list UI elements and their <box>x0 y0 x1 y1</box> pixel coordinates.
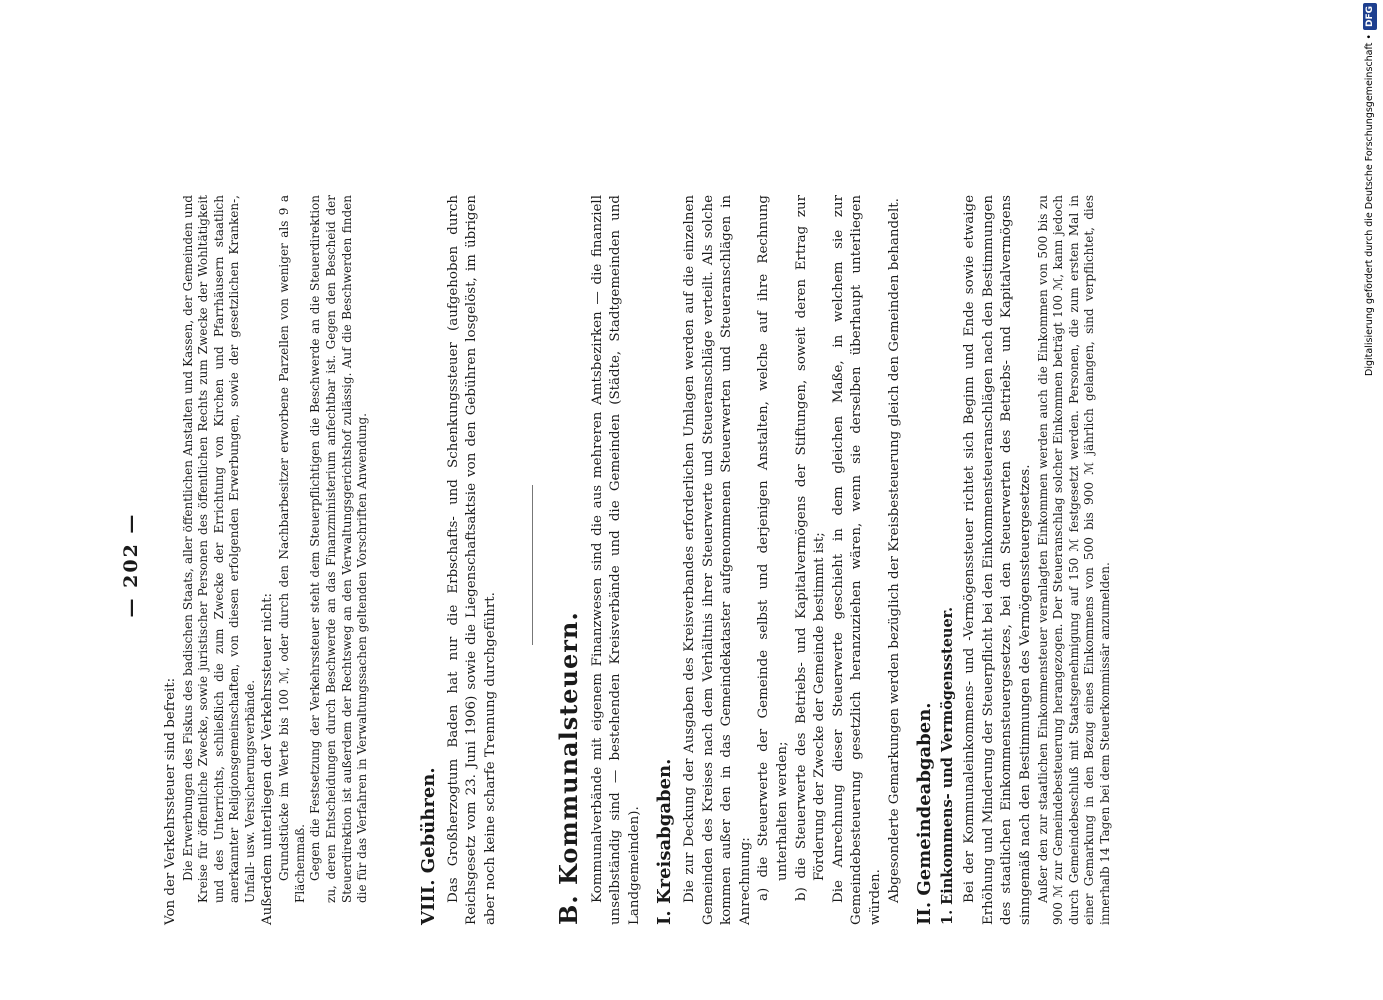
kommunalsteuern-section <box>554 195 1114 925</box>
dfg-logo: DFG <box>1363 3 1377 30</box>
verkehr-befreit-block <box>181 195 259 925</box>
gebuehren-text: Das Großherzogtum Baden hat nur die Erbschafts- und Schenkungssteuer (aufgehoben durch Reichsgesetz vom 23. Juni 1906) sowie die Liegenschaftsaktsie von den Gebühren losgelöst, im übrigen aber noch keine scharfe Trennung durchgeführt. <box>445 195 498 925</box>
divider <box>532 485 533 645</box>
scanned-page <box>120 165 1250 965</box>
gemeindeabgaben-heading: II. Gemeindeabgaben. <box>914 702 936 925</box>
kreis-item-b: b) die Steuerwerte des Betriebs- und Kapitalvermögens der Stiftungen, soweit deren Ertrag zur Förderung der Zwecke der Gemeinde bestimmt ist; <box>793 195 828 901</box>
gebuehren-section <box>420 195 500 925</box>
verkehr-intro: Von der Verkehrssteuer sind befreit: <box>163 677 178 925</box>
verkehr-details-block <box>277 195 371 925</box>
gemeinde-ausser-block <box>1036 195 1114 925</box>
kreis-anrechnung: Die Anrechnung dieser Steuerwerte geschieht in dem gleichen Maße, in welchem sie zur Gemeindebesteuerung gesetzlich heranzuziehen wären, wenn sie derselben überhaupt unterliegen würden. <box>830 195 883 925</box>
page-number: — 202 — <box>120 512 142 618</box>
kommunal-heading: B. Kommunalsteuern. <box>554 611 583 925</box>
verkehrssteuer-section <box>162 195 371 925</box>
verkehr-befreit-text: Die Erwerbungen des Fiskus des badischen Staats, aller öffentlichen Anstalten und Kassen, der Gemeinden und Kreise für öffentliche Zwecke, sowie juristischer Personen des öffentlichen Rechts zum Zwecke der Wohltätigkeit und des Unterrichts, schließlich die zum Zwecke der Errichtung von Kirchen und Pfarrhäusern staatlich anerkannter Religionsgemeinschaften, von diesen erfolgenden Erwerbungen, sowie der gesetzlichen Kranken-, Unfall- usw. Versicherungsverbände. <box>180 195 257 903</box>
kreisabgaben-heading: I. Kreisabgaben. <box>654 758 676 925</box>
verkehr-festsetzung: Gegen die Festsetzung der Verkehrssteuer steht dem Steuerpflichtigen die Beschwerde an die Steuerdirektion zu, deren Entscheidungen durch Beschwerde an das Finanzministerium anfechtbar ist. Gegen den Bescheid der Steuerdirektion ist außerdem der Rechtsweg an den Verwaltungsgerichtshof zulässig. Auf die Beschwerden finden die für das Verfahren in Verwaltungssachen geltenden Vorschriften Anwendung. <box>308 195 370 903</box>
einkommen-subheading: 1. Einkommens- und Vermögenssteuer. <box>938 606 956 925</box>
dfg-footer <box>1362 3 1378 993</box>
kreis-abgesondert: Abgesonderte Gemarkungen werden bezüglich der Kreisbesteuerung gleich den Gemeinden behandelt. <box>886 198 902 903</box>
footer-text: Digitalisierung gefördert durch die Deutsche Forschungsgemeinschaft • <box>1364 34 1375 376</box>
gemeinde-text: Bei der Kommunaleinkommens- und -Vermögenssteuer richtet sich Beginn und Ende sowie etwaige Erhöhung und Minderung der Steuerpflicht bei den Einkommensteueranschlägen nach den Bestimmungen des staatlichen Einkommensteuergesetzes, bei den Steuerwerten des Betriebs- und Kapitalvermögens sinngemäß nach den Bestimmungen des Vermögenssteuergesetzes. <box>962 195 1034 925</box>
kreis-text: Die zur Deckung der Ausgaben des Kreisverbandes erforderlichen Umlagen werden auf die einzelnen Gemeinden des Kreises nach dem Verhältnis ihrer Steuerwerte und Steueranschläge verteilt. Als solche kommen außer den in das Gemeindekataster aufgenommenen Steuerwerten und Steueranschlägen in Anrechnung: <box>681 195 753 925</box>
kreis-item-a: a) die Steuerwerte der Gemeinde selbst und derjenigen Anstalten, welche auf ihre Rechnung unterhalten werden; <box>756 195 790 901</box>
kommunal-intro: Kommunalverbände mit eigenem Finanzwesen sind die aus mehreren Amtsbezirken — die finanziell unselbständig sind — bestehenden Kreisverbände und die Gemeinden (Städte, Stadtgemeinden und Landgemeinden). <box>589 195 642 925</box>
verkehr-grundstuecke: Grundstücke im Werte bis 100 ℳ, oder durch den Nachbarbesitzer erworbene Parzellen von weniger als 9 a Flächenmaß. <box>277 195 307 903</box>
verkehr-ausserdem: Außerdem unterliegen der Verkehrssteuer nicht: <box>259 593 275 925</box>
gebuehren-heading: VIII. Gebühren. <box>418 767 439 925</box>
gemeinde-ausser: Außer den zur staatlichen Einkommensteuer veranlagten Einkommen werden auch die Einkommen von 500 bis zu 900 ℳ zur Gemeindebesteuerung herangezogen. Der Steueranschlag solcher Einkommen beträgt 100 ℳ, kann jedoch durch Gemeindebeschluß mit Staatsgenehmigung auf 150 ℳ festgesetzt werden. Personen, die zum ersten Mal in einer Gemarkung in den Bezug eines Einkommens von 500 bis 900 ℳ jährlich gelangen, sind verpflichtet, dies innerhalb 14 Tagen bei dem Steuerkommissär anzumelden. <box>1035 195 1113 925</box>
